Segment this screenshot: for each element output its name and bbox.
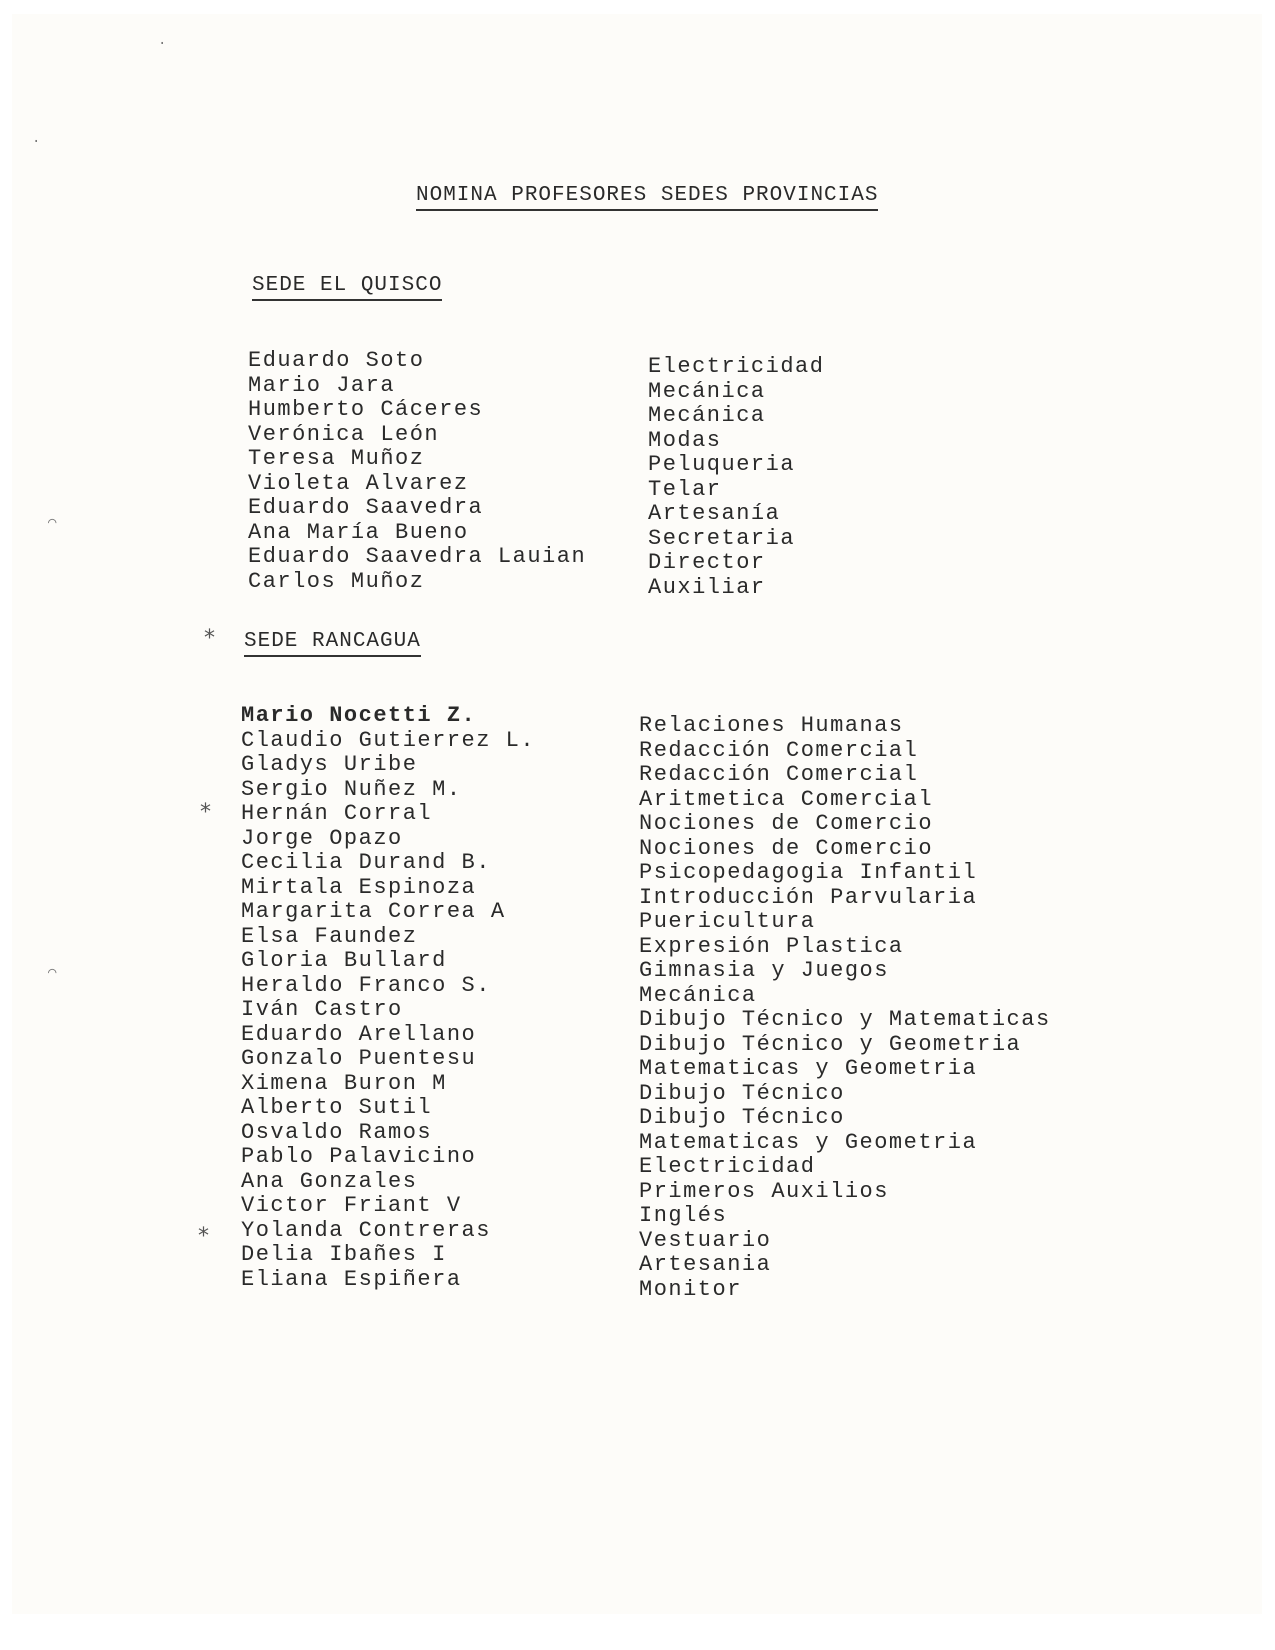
asterisk-mark-icon: * bbox=[204, 626, 215, 651]
teacher-name: Eduardo Soto bbox=[248, 348, 425, 373]
subject: Gimnasia y Juegos bbox=[639, 958, 889, 983]
subject: Nociones de Comercio bbox=[639, 835, 934, 861]
subject: Electricidad bbox=[648, 354, 825, 379]
subject: Vestuario bbox=[639, 1227, 772, 1253]
subject: Redacción Comercial bbox=[639, 737, 919, 763]
subject: Auxiliar bbox=[648, 574, 766, 600]
teacher-name: Eduardo Arellano bbox=[241, 1021, 477, 1047]
teacher-name: Carlos Muñoz bbox=[248, 568, 425, 594]
names-column-el-quisco bbox=[248, 349, 586, 594]
subject: Introducción Parvularia bbox=[639, 884, 978, 910]
subject: Relaciones Humanas bbox=[639, 713, 904, 738]
teacher-name: Yolanda Contreras bbox=[241, 1217, 491, 1243]
subjects-column-el-quisco bbox=[648, 355, 824, 600]
subject: Artesanía bbox=[648, 501, 781, 526]
subject: Dibujo Técnico bbox=[639, 1105, 845, 1130]
subject: Telar bbox=[648, 476, 722, 502]
teacher-name: Eduardo Saavedra Lauian bbox=[248, 544, 587, 569]
subject: Monitor bbox=[639, 1276, 742, 1302]
scan-speck: · bbox=[32, 134, 41, 150]
subject: Redacción Comercial bbox=[639, 762, 919, 787]
subject: Artesania bbox=[639, 1252, 772, 1277]
teacher-name: Cecilia Durand B. bbox=[241, 850, 491, 875]
teacher-name: Ximena Buron M bbox=[241, 1070, 447, 1096]
subject: Mecánica bbox=[639, 982, 757, 1008]
teacher-name: Mario Jara bbox=[248, 372, 396, 398]
subject: Dibujo Técnico y Geometria bbox=[639, 1031, 1022, 1057]
teacher-name: Sergio Nuñez M. bbox=[241, 776, 462, 802]
document-page bbox=[12, 14, 1262, 1614]
asterisk-mark-icon: * bbox=[198, 1224, 209, 1249]
teacher-name: Eliana Espiñera bbox=[241, 1266, 462, 1292]
subject: Psicopedagogia Infantil bbox=[639, 860, 978, 885]
subject: Modas bbox=[648, 427, 722, 453]
scan-speck: ⌒ bbox=[48, 965, 57, 981]
section-heading-el-quisco: SEDE EL QUISCO bbox=[252, 274, 442, 301]
teacher-name: Verónica León bbox=[248, 421, 440, 447]
subject: Aritmetica Comercial bbox=[639, 786, 934, 812]
section-heading-rancagua: SEDE RANCAGUA bbox=[244, 630, 421, 657]
teacher-name: Violeta Alvarez bbox=[248, 470, 469, 496]
subject: Puericultura bbox=[639, 909, 816, 934]
teacher-name: Alberto Sutil bbox=[241, 1095, 433, 1120]
names-column-rancagua bbox=[241, 704, 535, 1292]
subject: Primeros Auxilios bbox=[639, 1178, 889, 1204]
scan-speck: · bbox=[158, 36, 167, 52]
teacher-name: Mario Nocetti Z. bbox=[241, 703, 477, 728]
subject: Inglés bbox=[639, 1203, 728, 1228]
subjects-column-rancagua bbox=[639, 714, 1051, 1302]
teacher-name: Ana Gonzales bbox=[241, 1168, 418, 1194]
subject: Director bbox=[648, 550, 766, 575]
teacher-name: Gladys Uribe bbox=[241, 752, 418, 777]
teacher-name: Elsa Faundez bbox=[241, 923, 418, 949]
teacher-name: Claudio Gutierrez L. bbox=[241, 727, 536, 753]
subject: Mecánica bbox=[648, 378, 766, 404]
teacher-name: Humberto Cáceres bbox=[248, 397, 484, 422]
teacher-name: Victor Friant V bbox=[241, 1193, 462, 1218]
teacher-name: Eduardo Saavedra bbox=[248, 495, 484, 520]
subject: Electricidad bbox=[639, 1154, 816, 1179]
teacher-name: Gloria Bullard bbox=[241, 948, 447, 973]
subject: Mecánica bbox=[648, 403, 766, 428]
teacher-name: Ana María Bueno bbox=[248, 519, 469, 545]
subject: Matematicas y Geometria bbox=[639, 1129, 978, 1155]
teacher-name: Gonzalo Puentesu bbox=[241, 1046, 477, 1071]
teacher-name: Hernán Corral bbox=[241, 801, 433, 826]
subject: Matematicas y Geometria bbox=[639, 1056, 978, 1081]
scan-speck: ⌒ bbox=[48, 515, 57, 531]
teacher-name: Heraldo Franco S. bbox=[241, 972, 491, 998]
teacher-name: Pablo Palavicino bbox=[241, 1144, 477, 1169]
subject: Dibujo Técnico y Matematicas bbox=[639, 1007, 1051, 1032]
asterisk-mark-icon: * bbox=[200, 800, 211, 825]
teacher-name: Delia Ibañes I bbox=[241, 1242, 447, 1267]
subject: Expresión Plastica bbox=[639, 933, 904, 959]
teacher-name: Mirtala Espinoza bbox=[241, 874, 477, 900]
subject: Dibujo Técnico bbox=[639, 1080, 845, 1106]
teacher-name: Osvaldo Ramos bbox=[241, 1119, 433, 1145]
subject: Nociones de Comercio bbox=[639, 811, 934, 836]
subject: Peluqueria bbox=[648, 452, 796, 477]
subject: Secretaria bbox=[648, 525, 796, 551]
teacher-name: Teresa Muñoz bbox=[248, 446, 425, 471]
teacher-name: Margarita Correa A bbox=[241, 899, 506, 924]
document-title: NOMINA PROFESORES SEDES PROVINCIAS bbox=[416, 184, 878, 211]
teacher-name: Jorge Opazo bbox=[241, 825, 403, 851]
teacher-name: Iván Castro bbox=[241, 997, 403, 1022]
